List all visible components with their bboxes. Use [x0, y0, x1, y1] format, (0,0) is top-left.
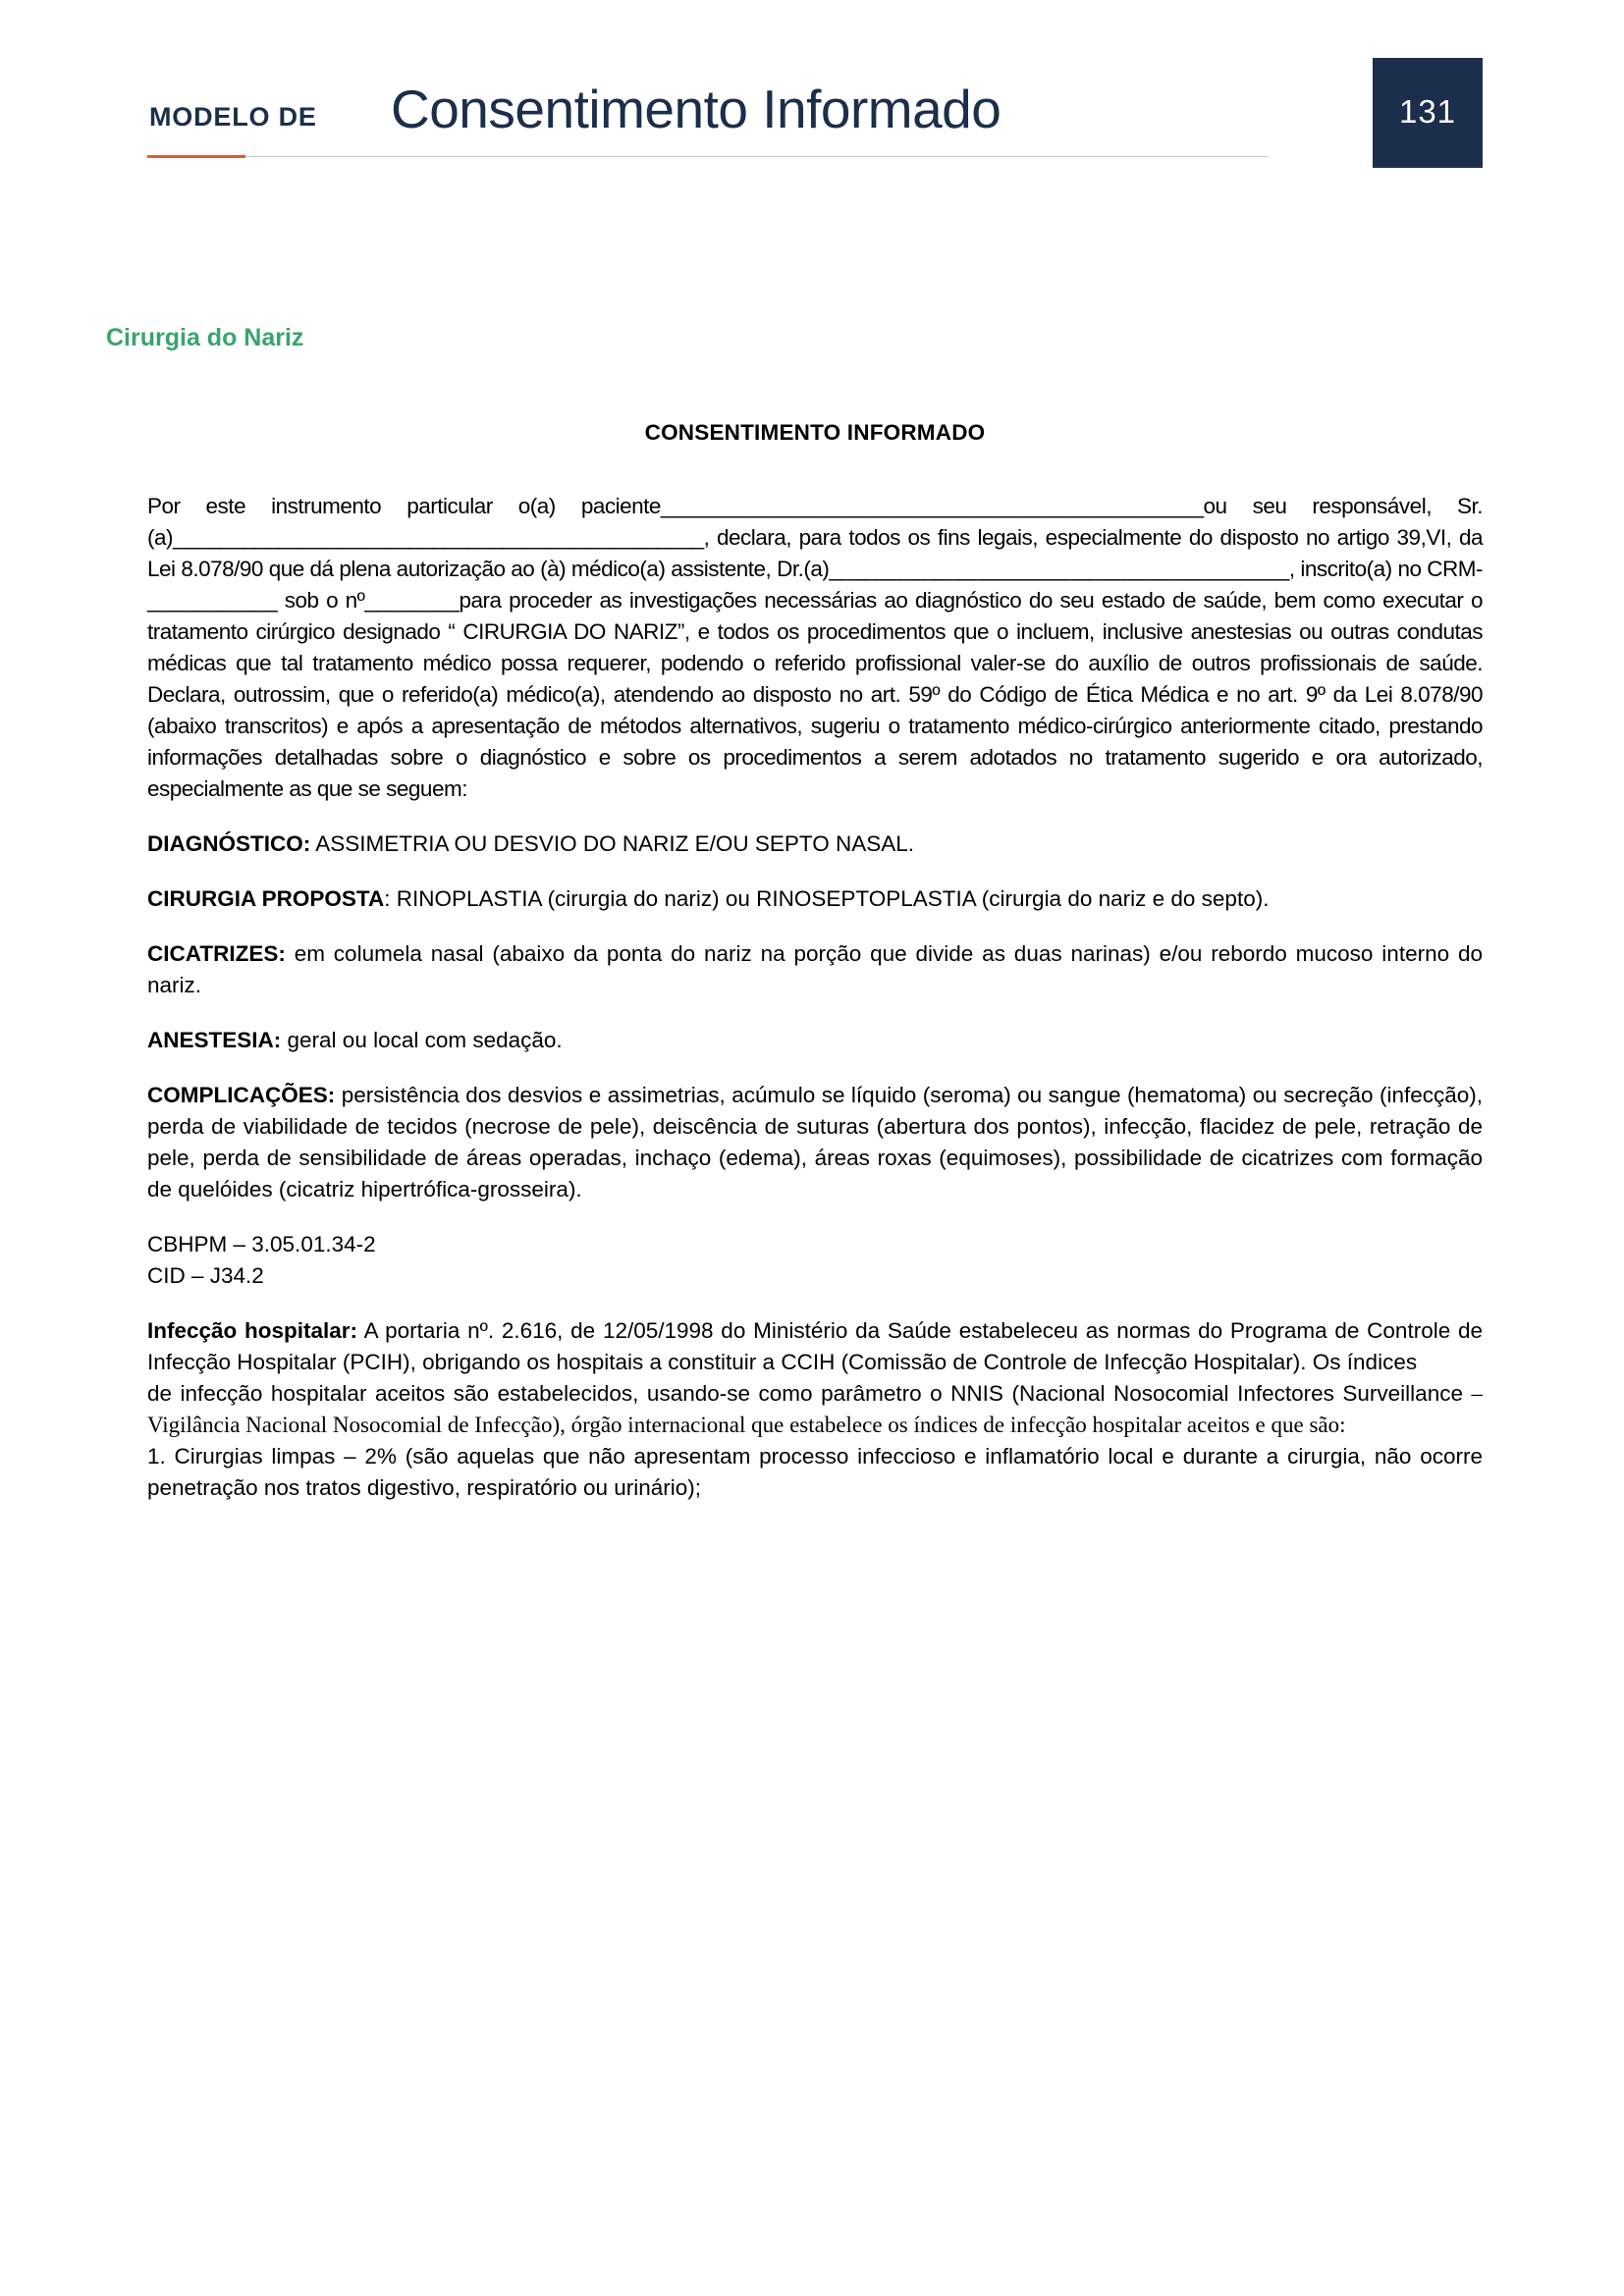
page-number: 131: [1398, 93, 1457, 130]
code-cbhpm: CBHPM – 3.05.01.34-2: [147, 1232, 376, 1256]
infection-text-2: de infecção hospitalar aceitos são estabelecidos, usando-se como parâmetro o NNIS (Nacional Nosocomial Infectores Surveillance: [147, 1381, 1472, 1406]
header-title: Consentimento Informado: [391, 79, 1001, 139]
page-header: [147, 71, 1483, 179]
field-text: : RINOPLASTIA (cirurgia do nariz) ou RINOSEPTOPLASTIA (cirurgia do nariz e do septo).: [384, 886, 1270, 911]
field-cirurgia-proposta: [147, 883, 1483, 915]
field-text: ASSIMETRIA OU DESVIO DO NARIZ E/OU SEPTO NASAL.: [310, 831, 914, 856]
header-kicker: MODELO DE: [149, 102, 317, 132]
header-divider: [147, 155, 1269, 158]
field-label: CIRURGIA PROPOSTA: [147, 886, 385, 911]
intro-paragraph: Por este instrumento particular o(a) paciente______________________________________________ou seu responsável, Sr.(a)_____________________________________________, declara, para todos os fins legais, especialmente do disposto no artigo 39,VI, da Lei 8.078/90 que dá plena autorização ao (à) médico(a) assistente, Dr.(a)_______________________________________, inscrito(a) no CRM-___________ sob o nº________para proceder as investigações necessárias ao diagnóstico do seu estado de saúde, bem como executar o tratamento cirúrgico designado “ CIRURGIA DO NARIZ”, e todos os procedimentos que o incluem, inclusive anestesias ou outras condutas médicas que tal tratamento médico possa requerer, podendo o referido profissional valer-se do auxílio de outros profissionais de saúde. Declara, outrossim, que o referido(a) médico(a), atendendo ao disposto no art. 59º do Código de Ética Médica e no art. 9º da Lei 8.078/90 (abaixo transcritos) e após a apresentação de métodos alternativos, sugeriu o tratamento médico-cirúrgico anteriormente citado, prestando informações detalhadas sobre o diagnóstico e sobre os procedimentos a serem adotados no tratamento sugerido e ora autorizado, especialmente as que se seguem:: [147, 494, 1483, 801]
document-body: [147, 491, 1483, 1527]
infection-label: Infecção hospitalar:: [147, 1318, 358, 1343]
section-title: Cirurgia do Nariz: [106, 324, 304, 351]
field-complicacoes: [147, 1080, 1483, 1205]
field-label: ANESTESIA:: [147, 1028, 282, 1052]
field-diagnostico: [147, 828, 1483, 860]
header-rule-accent: [147, 155, 245, 158]
page-number-badge: [1373, 58, 1483, 168]
document-title: CONSENTIMENTO INFORMADO: [644, 420, 986, 445]
infection-text-2-serif: – Vigilância Nacional Nosocomial de Infecção), órgão internacional que estabelece os índices de infecção hospitalar aceitos e que são:: [147, 1381, 1483, 1437]
field-label: CICATRIZES:: [147, 941, 286, 966]
code-cid: CID – J34.2: [147, 1263, 264, 1288]
field-cicatrizes: [147, 938, 1483, 1001]
field-label: COMPLICAÇÕES:: [147, 1083, 336, 1107]
field-text: geral ou local com sedação.: [281, 1028, 563, 1052]
field-text: em columela nasal (abaixo da ponta do nariz na porção que divide as duas narinas) e/ou rebordo mucoso interno do nariz.: [147, 941, 1483, 997]
infection-paragraph: [147, 1315, 1483, 1378]
infection-paragraph-2: [147, 1378, 1483, 1441]
field-anestesia: [147, 1025, 1483, 1056]
field-text: persistência dos desvios e assimetrias, acúmulo se líquido (seroma) ou sangue (hematoma) ou secreção (infecção), perda de viabilidade de tecidos (necrose de pele), deiscência de suturas (abertura dos pontos), infecção, flacidez de pele, retração de pele, perda de sensibilidade de áreas operadas, inchaço (edema), áreas roxas (equimoses), possibilidade de cicatrizes com formação de quelóides (cicatriz hipertrófica-grosseira).: [147, 1083, 1483, 1201]
header-rule-grey: [245, 156, 1269, 157]
infection-item-1: 1. Cirurgias limpas – 2% (são aquelas que não apresentam processo infeccioso e inflamatório local e durante a cirurgia, não ocorre penetração nos tratos digestivo, respiratório ou urinário);: [147, 1444, 1483, 1500]
infection-text: A portaria nº. 2.616, de 12/05/1998 do Ministério da Saúde estabeleceu as normas do Programa de Controle de Infecção Hospitalar (PCIH), obrigando os hospitais a constituir a CCIH (Comissão de Controle de Infecção Hospitalar). Os índices: [147, 1318, 1483, 1374]
field-label: DIAGNÓSTICO:: [147, 831, 311, 856]
